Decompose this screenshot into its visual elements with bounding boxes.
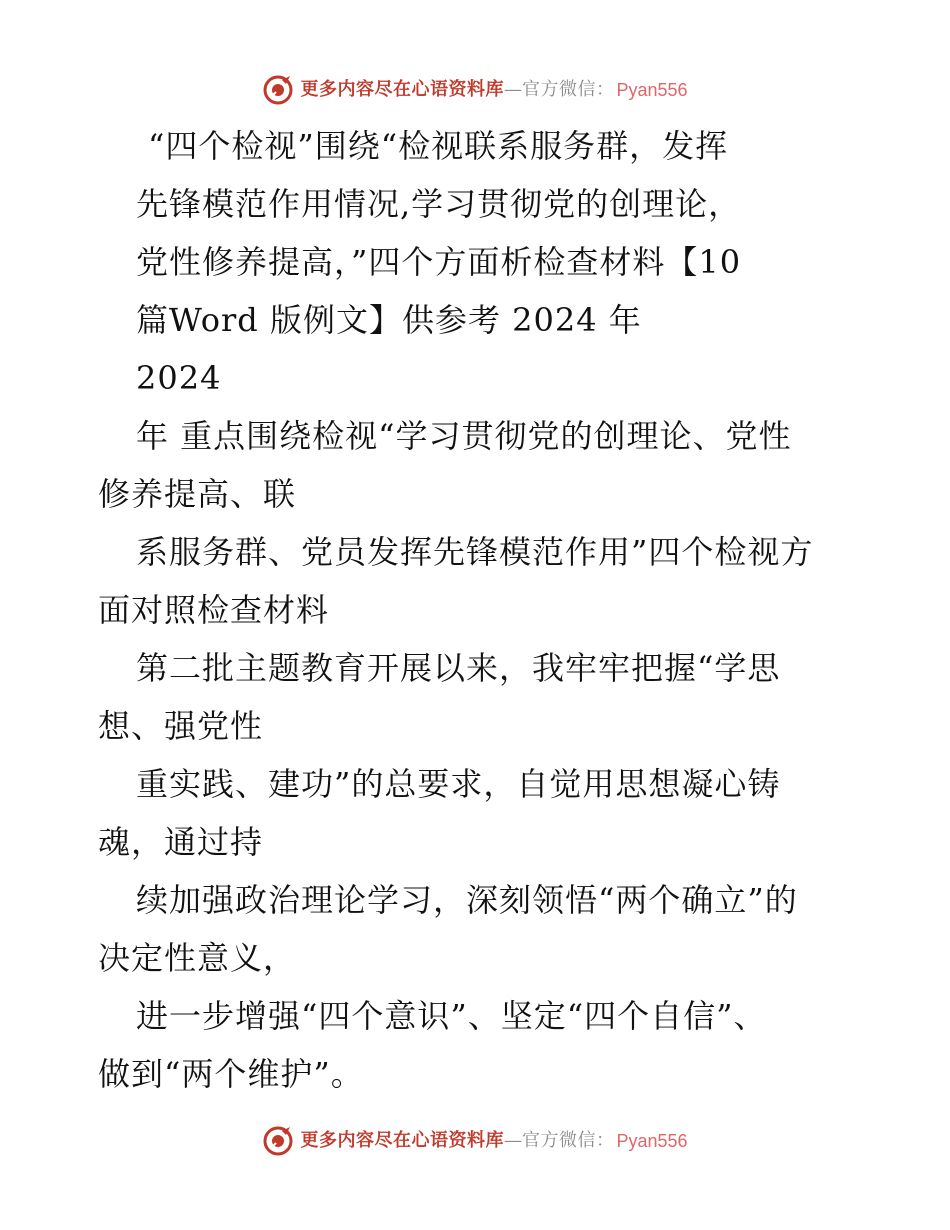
banner-title: 更多内容尽在心语资料库 <box>300 79 504 100</box>
document-line: 魂，通过持 <box>98 823 264 861</box>
document-line: 修养提高、联 <box>98 475 297 513</box>
banner-wechat-id: Pyan556 <box>616 1131 688 1151</box>
document-line: 系服务群、党员发挥先锋模范作用”四个检视方 <box>136 533 814 571</box>
document-line: 续加强政治理论学习，深刻领悟“两个确立”的 <box>136 881 798 919</box>
banner-separator: — <box>503 79 522 100</box>
banner-separator: — <box>503 1130 522 1151</box>
document-line: 2024 <box>136 359 222 397</box>
document-line: 重实践、建功”的总要求，自觉用思想凝心铸 <box>136 765 781 803</box>
banner-wechat-id: Pyan556 <box>616 80 688 100</box>
document-line: 篇Word 版例文】供参考 2024 年 <box>136 301 642 339</box>
brand-logo-icon <box>262 74 294 106</box>
document-line: 做到“两个维护”。 <box>98 1055 364 1093</box>
document-line: “四个检视”围绕“检视联系服务群，发挥 <box>148 127 729 165</box>
banner-label: 官方微信： <box>521 79 615 100</box>
document-line: 第二批主题教育开展以来，我牢牢把握“学思 <box>136 649 781 687</box>
document-line: 想、强党性 <box>98 707 264 745</box>
document-line: 决定性意义， <box>98 939 297 977</box>
banner-label: 官方微信： <box>521 1130 615 1151</box>
document-line: 面对照检查材料 <box>98 591 330 629</box>
document-line: 党性修养提高，”四个方面析检查材料【10 <box>136 243 742 281</box>
document-line: 先锋模范作用情况,学习贯彻党的创理论， <box>136 185 742 223</box>
brand-logo-icon <box>262 1125 294 1157</box>
document-body <box>98 117 858 1103</box>
document-line: 年 重点围绕检视“学习贯彻党的创理论、党性 <box>136 417 792 455</box>
document-line: 进一步增强“四个意识”、坚定“四个自信”、 <box>136 997 767 1035</box>
footer-banner <box>0 1123 950 1159</box>
banner-title: 更多内容尽在心语资料库 <box>300 1130 504 1151</box>
header-banner <box>0 72 950 108</box>
